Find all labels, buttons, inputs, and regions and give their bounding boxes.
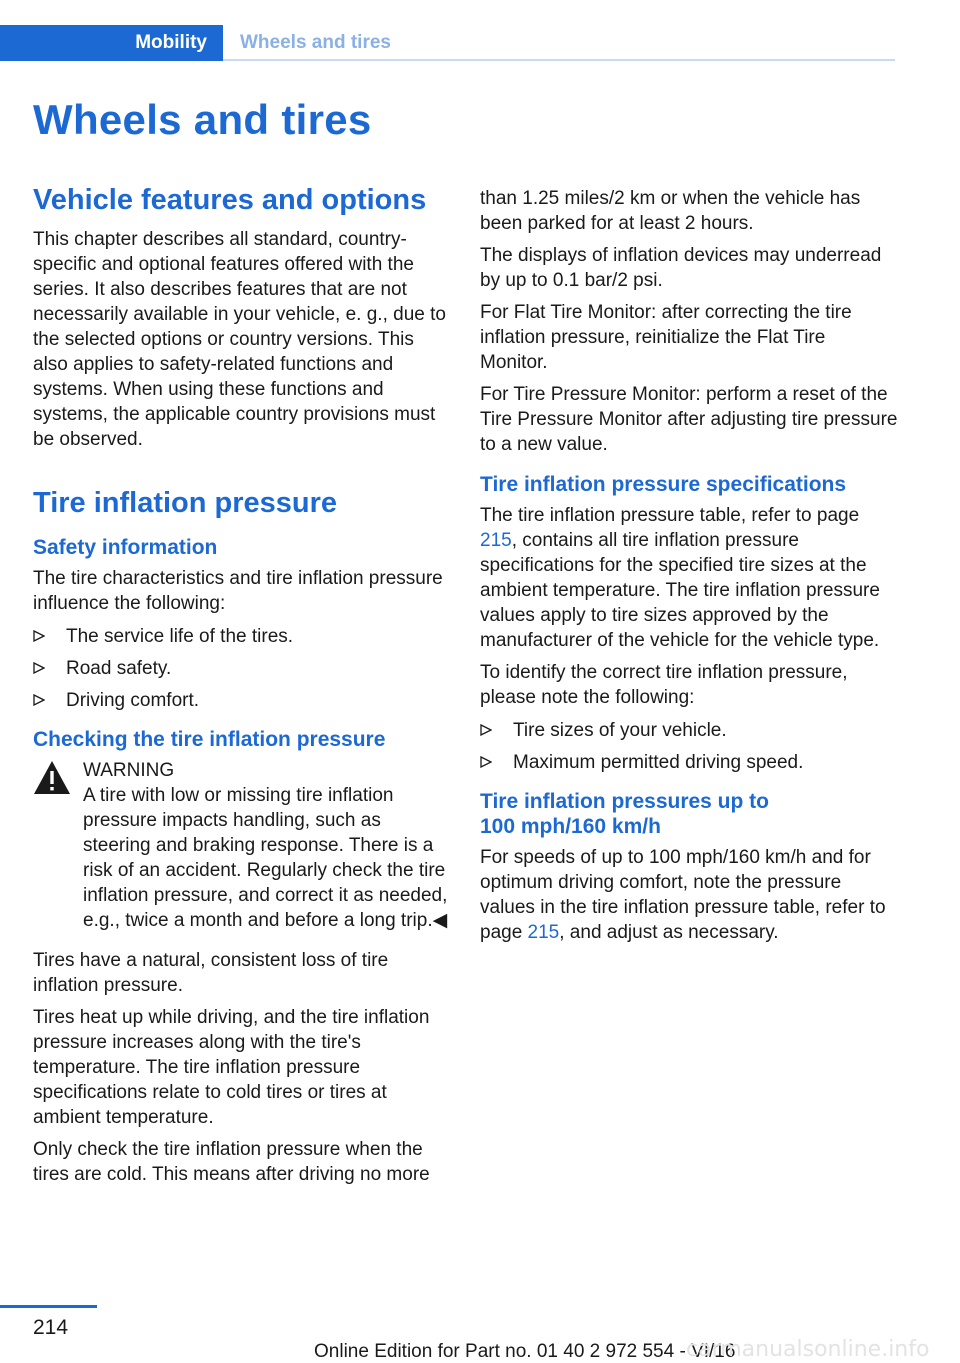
paragraph-safety-information: The tire characteristics and tire inflation pressure influence the following: bbox=[33, 568, 443, 614]
list-item bbox=[33, 688, 451, 713]
tab-wheels-and-tires[interactable]: Wheels and tires bbox=[240, 32, 391, 53]
footer-rule bbox=[0, 1305, 97, 1308]
warning-block bbox=[33, 758, 451, 933]
list-item-text: The service life of the tires. bbox=[66, 626, 294, 647]
safety-list bbox=[33, 624, 451, 713]
triangle-right-icon bbox=[33, 662, 45, 674]
triangle-right-icon bbox=[33, 630, 45, 642]
list-item bbox=[33, 624, 451, 649]
header-rule bbox=[223, 59, 895, 61]
triangle-right-icon bbox=[480, 756, 492, 768]
tab-mobility[interactable]: Mobility bbox=[0, 25, 223, 61]
list-item-text: Tire sizes of your vehicle. bbox=[513, 720, 727, 741]
paragraph-pressure-loss: Tires have a natural, consistent loss of tire inflation pressure. bbox=[33, 950, 389, 996]
list-item-text: Maximum permitted driving speed. bbox=[513, 752, 804, 773]
paragraph-flat-tire-monitor: For Flat Tire Monitor: after correcting the tire inflation pressure, reinitialize the Flat Tire Monitor. bbox=[480, 302, 852, 373]
page-footer bbox=[0, 1300, 960, 1362]
paragraph-check-cold: Only check the tire inflation pressure when the tires are cold. This means after driving no more bbox=[33, 1139, 430, 1185]
edition-text: Online Edition for Part no. 01 40 2 972 554 - VI/16 bbox=[314, 1341, 736, 1362]
identify-list bbox=[480, 718, 898, 775]
right-column bbox=[480, 186, 898, 952]
list-item bbox=[480, 750, 898, 775]
triangle-right-icon bbox=[480, 724, 492, 736]
paragraph-up-to: For speeds of up to 100 mph/160 km/h and for optimum driving comfort, note the pressure values in the tire inflation pressure table, refer to page 215, and adjust as necessary. bbox=[480, 847, 886, 943]
triangle-right-icon bbox=[33, 694, 45, 706]
heading-safety-information: Safety information bbox=[33, 536, 218, 559]
left-column bbox=[33, 182, 451, 1194]
warning-body: A tire with low or missing tire inflation pressure impacts handling, such as steering and braking response. There is a risk of an accident. Regularly check the tire inflation pressure, and correct it as needed, e.g., twice a month and before a long trip.◀ bbox=[83, 785, 448, 931]
paragraph-vehicle-features: This chapter describes all standard, country-specific and optional features offered with the series. It also describes features that are not necessarily available in your vehicle, e. g., due to the selected options or country versions. This also applies to safety-related functions and systems. When using these functions and systems, the applicable country provisions must be observed. bbox=[33, 229, 446, 450]
watermark: carmanualsonline.info bbox=[686, 1337, 930, 1362]
list-item-text: Driving comfort. bbox=[66, 690, 200, 711]
list-item bbox=[480, 718, 898, 743]
page-reference-link[interactable]: 215 bbox=[480, 530, 512, 551]
paragraph-displays: The displays of inflation devices may underread by up to 0.1 bar/2 psi. bbox=[480, 245, 882, 291]
list-item bbox=[33, 656, 451, 681]
heading-checking-pressure: Checking the tire inflation pressure bbox=[33, 728, 386, 751]
paragraph-tires-heat: Tires heat up while driving, and the tire inflation pressure increases along with the tire's temperature. The tire inflation pressure specifications relate to cold tires or tires at ambient temperature. bbox=[33, 1007, 430, 1128]
page-reference-link[interactable]: 215 bbox=[527, 922, 560, 943]
page-title: Wheels and tires bbox=[33, 96, 372, 143]
paragraph-identify: To identify the correct tire inflation pressure, please note the following: bbox=[480, 662, 848, 708]
heading-pressures-up-to: Tire inflation pressures up to 100 mph/160 km/h bbox=[480, 790, 769, 838]
heading-pressure-specifications: Tire inflation pressure specifications bbox=[480, 473, 847, 496]
warning-triangle-icon bbox=[33, 760, 71, 796]
paragraph-continued: than 1.25 miles/2 km or when the vehicle has been parked for at least 2 hours. bbox=[480, 188, 861, 234]
paragraph-tire-pressure-monitor: For Tire Pressure Monitor: perform a reset of the Tire Pressure Monitor after adjusting tire pressure to a new value. bbox=[480, 384, 898, 455]
list-item-text: Road safety. bbox=[66, 658, 172, 679]
warning-title: WARNING bbox=[83, 760, 175, 781]
heading-tire-inflation-pressure: Tire inflation pressure bbox=[33, 487, 338, 519]
paragraph-specifications: The tire inflation pressure table, refer to page 215, contains all tire inflation pressure specifications for the specified tire sizes at the ambient temperature. The tire inflation pressure values apply to tire sizes approved by the manufacturer of the vehicle for the vehicle type. bbox=[480, 505, 880, 651]
chapter-header bbox=[0, 0, 895, 62]
page-number: 214 bbox=[33, 1316, 69, 1339]
heading-vehicle-features: Vehicle features and options bbox=[33, 184, 427, 216]
